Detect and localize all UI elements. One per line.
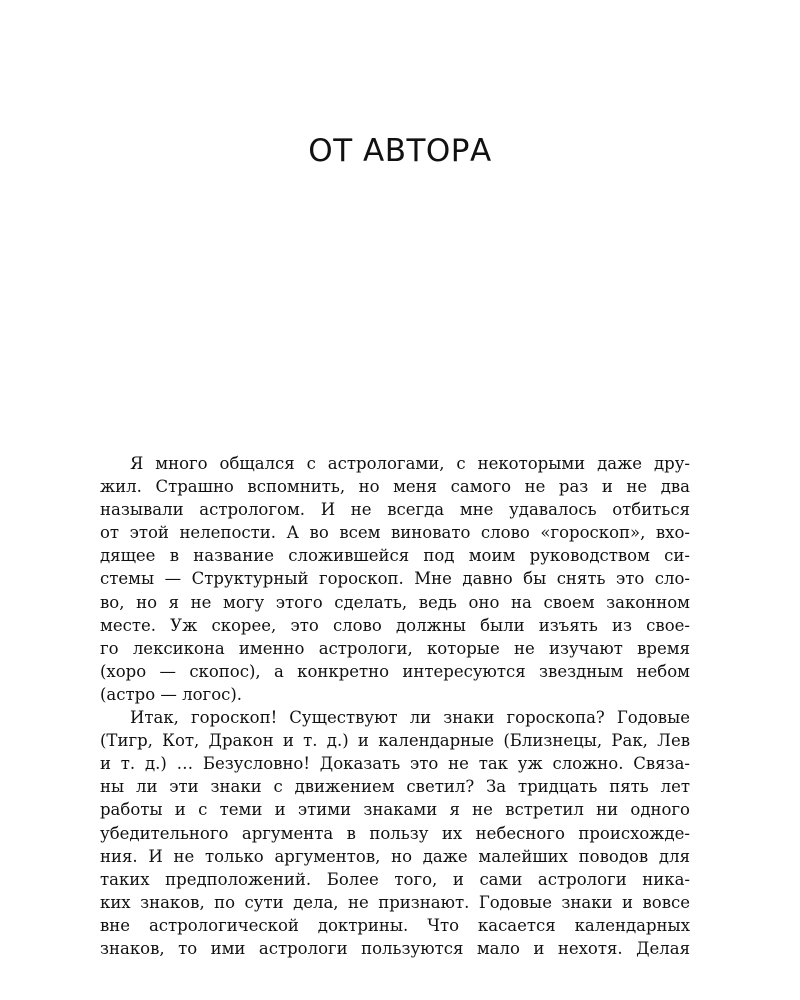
- text-line: вне астрологической доктрины. Что касается календарных: [100, 915, 690, 935]
- text-line: ния. И не только аргументов, но даже малейших поводов для: [100, 846, 690, 866]
- text-line: Итак, гороскоп! Существуют ли знаки гороскопа? Годовые: [130, 708, 690, 728]
- text-line: месте. Уж скорее, это слово должны были изъять из свое-: [100, 615, 690, 635]
- text-line: ны ли эти знаки с движением светил? За тридцать пять лет: [100, 777, 690, 797]
- text-line: убедительного аргумента в пользу их небесного происхожде-: [100, 823, 690, 843]
- text-line: таких предположений. Более того, и сами астрологи ника-: [100, 869, 690, 889]
- text-line: (Тигр, Кот, Дракон и т. д.) и календарные (Близнецы, Рак, Лев: [100, 731, 690, 751]
- text-line: (хоро — скопос), а конкретно интересуются звездным небом: [100, 661, 690, 681]
- text-line: ких знаков, по сути дела, не признают. Годовые знаки и вовсе: [100, 892, 690, 912]
- text-line: го лексикона именно астрологи, которые не изучают время: [100, 638, 690, 658]
- text-line: от этой нелепости. А во всем виновато слово «гороскоп», вхо-: [100, 523, 690, 543]
- text-line: работы и с теми и этими знаками я не встретил ни одного: [100, 800, 690, 820]
- text-line: дящее в название сложившейся под моим руководством си-: [100, 546, 690, 566]
- text-line: Я много общался с астрологами, с некоторыми даже дру-: [130, 454, 690, 473]
- body-text: [100, 452, 690, 960]
- chapter-title: ОТ АВТОРА: [308, 133, 492, 169]
- text-line: (астро — логос).: [100, 684, 243, 704]
- text-line: во, но я не могу этого сделать, ведь оно на своем законном: [100, 592, 690, 612]
- text-line: знаков, то ими астрологи пользуются мало и нехотя. Делая: [100, 938, 690, 958]
- text-line: стемы — Структурный гороскоп. Мне давно бы снять это сло-: [100, 569, 690, 589]
- text-line: называли астрологом. И не всегда мне удавалось отбиться: [100, 500, 690, 520]
- text-line: жил. Страшно вспомнить, но меня самого не раз и не два: [100, 477, 690, 497]
- text-line: и т. д.) … Безусловно! Доказать это не так уж сложно. Связа-: [100, 754, 690, 774]
